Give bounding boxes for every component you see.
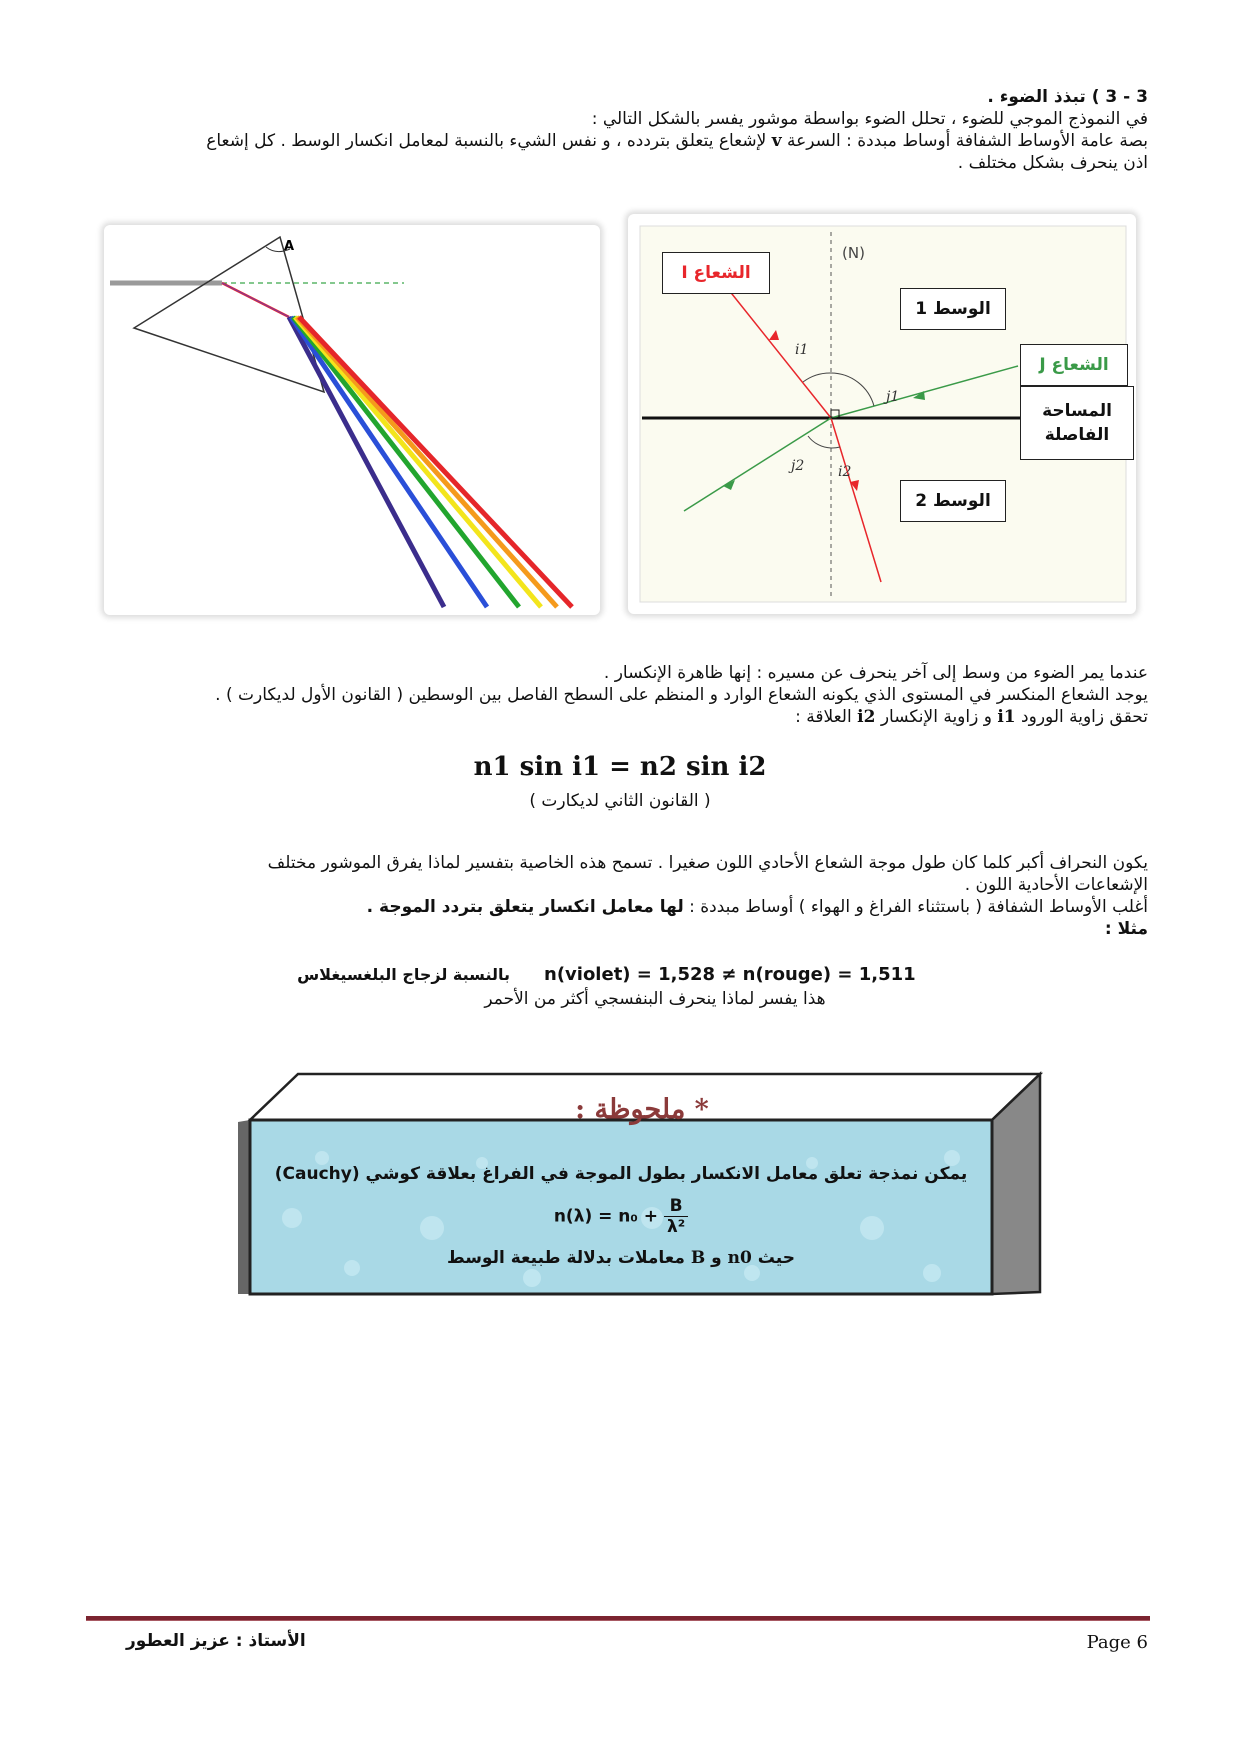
note-box-left-shadow — [238, 1120, 250, 1294]
note-line-3-and: و — [711, 1248, 722, 1268]
formula-fraction — [664, 1196, 688, 1237]
intro-line-3: اذن ينحرف بشكل مختلف . — [957, 153, 1148, 173]
footer-page: Page 6 — [1086, 1632, 1148, 1653]
example-note: بالنسبة لزجاج البلغسيغلاس — [297, 965, 510, 984]
intro-line-2a: بصة عامة الأوساط الشفافة أوساط مبددة : السرعة — [787, 131, 1148, 151]
refraction-line-3c: العلاقة : — [795, 707, 852, 727]
angle-i2-label: i2 — [838, 464, 852, 480]
note-line-1: يمكن نمذجة تعلق معامل الانكسار بطول الموجة في الفراغ بعلاقة كوشي (Cauchy) — [274, 1164, 968, 1184]
example-label: مثلا : — [1104, 919, 1148, 939]
example-values: n(violet) = 1,528 ≠ n(rouge) = 1,511 — [544, 964, 916, 985]
note-line-3a: حيث — [757, 1248, 795, 1268]
formula-denominator: λ² — [666, 1217, 686, 1237]
dispersion-line-3 — [367, 896, 1148, 918]
section-heading: 3 - 3 ) تبذذ الضوء . — [987, 87, 1148, 107]
note-line-3 — [250, 1248, 992, 1268]
prism-diagram — [104, 225, 600, 615]
dispersion-line-1: يكون النحراف أكبر كلما كان طول موجة الشعاع الأحادي اللون صغيرا . تسمح هذه الخاصية بتفسير لماذا يفرق الموشور مختلف — [267, 853, 1148, 873]
dispersion-line-3-bold: لها معامل انكسار يتعلق بتردد الموجة . — [366, 897, 684, 917]
angle-j1-label: j1 — [886, 389, 900, 405]
intro-line-1: في النموذج الموجي للضوء ، تحلل الضوء بواسطة موشور يفسر بالشكل التالي : — [591, 109, 1148, 129]
note-line-3b: معاملات بدلالة طبيعة الوسط — [447, 1248, 685, 1268]
cauchy-formula — [250, 1196, 992, 1237]
symbol-i1: i1 — [997, 707, 1016, 727]
dispersion-line-2: الإشعاعات الأحادية اللون . — [964, 875, 1148, 895]
refraction-line-3b: و زاوية الإنكسار — [880, 707, 992, 727]
velocity-symbol: v — [771, 131, 782, 151]
medium-1-label: الوسط 1 — [900, 288, 1006, 330]
formula-numerator: B — [664, 1196, 688, 1217]
symbol-B: B — [690, 1248, 706, 1268]
refraction-line-3 — [795, 706, 1148, 728]
footer-author: الأستاذ : عزيز العطور — [126, 1631, 306, 1651]
prism-figure — [104, 225, 600, 615]
footer-rule — [86, 1616, 1150, 1621]
intro-line-2b: لإشعاع يتعلق بتردده ، و نفس الشيء بالنسبة لمعامل انكسار الوسط . كل إشعاع — [206, 131, 767, 151]
snell-caption: ( القانون الثاني لديكارت ) — [529, 791, 711, 811]
snell-equation: n1 sin i1 = n2 sin i2 — [473, 752, 767, 782]
ray-i-label: الشعاع I — [662, 252, 770, 294]
interface-label — [1020, 386, 1134, 460]
symbol-i2: i2 — [857, 707, 876, 727]
interface-label-line-1: المساحة — [1042, 401, 1112, 421]
apex-label: A — [284, 239, 295, 254]
refraction-line-1: عندما يمر الضوء من وسط إلى آخر ينحرف عن مسيره : إنها ظاهرة الإنكسار . — [603, 663, 1148, 683]
angle-i1-label: i1 — [795, 342, 809, 358]
dispersion-line-3a: أغلب الأوساط الشفافة ( باستثناء الفراغ و الهواء ) أوساط مبددة : — [689, 897, 1148, 917]
refraction-line-3a: تحقق زاوية الورود — [1021, 707, 1148, 727]
dispersion-conclusion: هذا يفسر لماذا ينحرف البنفسجي أكثر من الأحمر — [484, 989, 826, 1009]
note-title: * ملحوظة : — [575, 1094, 709, 1125]
formula-left: n(λ) = n₀ + — [553, 1206, 659, 1227]
interface-label-line-2: الفاصلة — [1044, 425, 1110, 445]
ray-j-label: الشعاع J — [1020, 344, 1128, 386]
medium-2-label: الوسط 2 — [900, 480, 1006, 522]
angle-j2-label: j2 — [791, 458, 805, 474]
symbol-n0: n0 — [727, 1248, 752, 1268]
intro-line-2 — [206, 130, 1148, 152]
refraction-line-2: يوجد الشعاع المنكسر في المستوى الذي يكونه الشعاع الوارد و المنظم على السطح الفاصل بين الوسطين ( القانون الأول لديكارت ) . — [215, 685, 1148, 705]
normal-label: (N) — [842, 244, 865, 262]
refraction-figure — [628, 214, 1136, 614]
